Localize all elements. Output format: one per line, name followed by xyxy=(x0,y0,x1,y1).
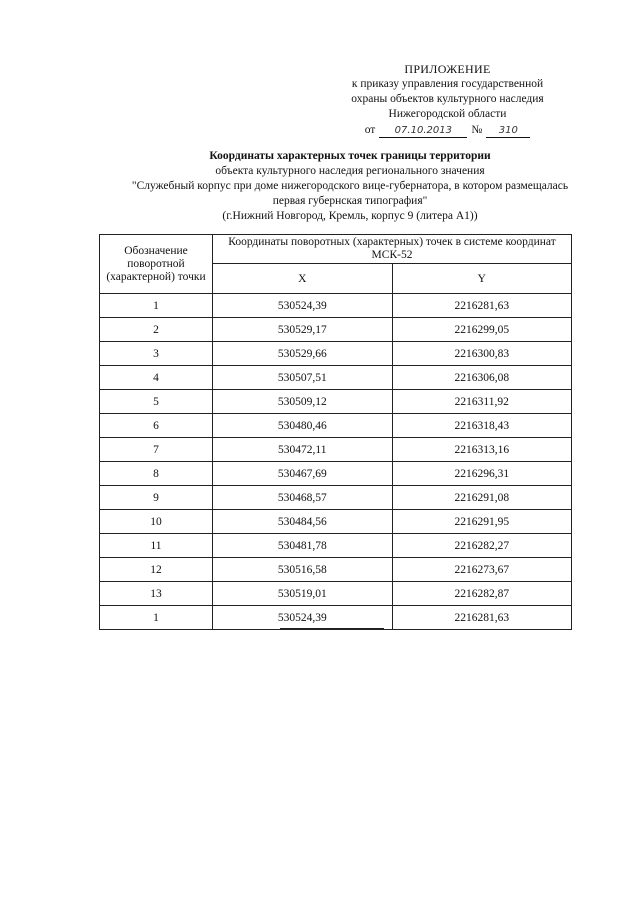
cell-x: 530468,57 xyxy=(213,486,393,510)
table-row xyxy=(100,438,572,462)
cell-y: 2216300,83 xyxy=(392,342,572,366)
header-point: Обозначение поворотной (характерной) точки xyxy=(100,235,213,294)
cell-point: 3 xyxy=(100,342,213,366)
order-date-handwritten: 07.10.2013 xyxy=(379,125,467,138)
cell-point: 7 xyxy=(100,438,213,462)
cell-x: 530484,56 xyxy=(213,510,393,534)
table-row xyxy=(100,294,572,318)
cell-x: 530509,12 xyxy=(213,390,393,414)
appendix-title: ПРИЛОЖЕНИЕ xyxy=(404,62,491,76)
date-prefix: от xyxy=(364,124,376,136)
table-row xyxy=(100,582,572,606)
heading-title: Координаты характерных точек границы территории xyxy=(209,150,491,162)
appendix-block xyxy=(330,62,565,138)
cell-x: 530472,11 xyxy=(213,438,393,462)
heading-line-3: "Служебный корпус при доме нижегородского вице-губернатора, в котором размещалась xyxy=(131,180,569,192)
cell-point: 2 xyxy=(100,318,213,342)
cell-x: 530481,78 xyxy=(213,534,393,558)
appendix-line-1: к приказу управления государственной xyxy=(351,78,544,90)
cell-y: 2216273,67 xyxy=(392,558,572,582)
order-number-handwritten: 310 xyxy=(486,125,530,138)
appendix-line-2: охраны объектов культурного наследия xyxy=(351,93,544,105)
cell-point: 11 xyxy=(100,534,213,558)
heading-line-5: (г.Нижний Новгород, Кремль, корпус 9 (литера А1)) xyxy=(222,210,478,222)
table-row xyxy=(100,414,572,438)
table-row xyxy=(100,342,572,366)
cell-y: 2216282,87 xyxy=(392,582,572,606)
table-row xyxy=(100,510,572,534)
table-row xyxy=(100,390,572,414)
cell-point: 12 xyxy=(100,558,213,582)
appendix-line-3: Нижегородской области xyxy=(388,108,507,120)
cell-y: 2216313,16 xyxy=(392,438,572,462)
cell-point: 1 xyxy=(100,606,213,630)
cell-x: 530507,51 xyxy=(213,366,393,390)
cell-point: 6 xyxy=(100,414,213,438)
cell-x: 530480,46 xyxy=(213,414,393,438)
cell-y: 2216282,27 xyxy=(392,534,572,558)
cell-x: 530529,17 xyxy=(213,318,393,342)
table-row xyxy=(100,486,572,510)
header-y: Y xyxy=(392,264,572,294)
cell-x: 530524,39 xyxy=(213,294,393,318)
cell-y: 2216318,43 xyxy=(392,414,572,438)
cell-y: 2216296,31 xyxy=(392,462,572,486)
cell-point: 10 xyxy=(100,510,213,534)
cell-point: 9 xyxy=(100,486,213,510)
cell-x: 530516,58 xyxy=(213,558,393,582)
table-row xyxy=(100,606,572,630)
cell-point: 1 xyxy=(100,294,213,318)
cell-y: 2216281,63 xyxy=(392,606,572,630)
header-coordinates: Координаты поворотных (характерных) точек в системе координат МСК-52 xyxy=(213,235,572,264)
cell-y: 2216311,92 xyxy=(392,390,572,414)
heading-line-2: объекта культурного наследия регионального значения xyxy=(215,165,485,177)
table-row xyxy=(100,462,572,486)
document-heading xyxy=(60,149,640,224)
coordinates-table-body xyxy=(100,294,572,630)
header-x: X xyxy=(213,264,393,294)
heading-line-4: первая губернская типография" xyxy=(272,195,428,207)
order-date-number xyxy=(330,123,565,138)
cell-x: 530519,01 xyxy=(213,582,393,606)
coordinates-table xyxy=(99,234,572,630)
cell-y: 2216291,08 xyxy=(392,486,572,510)
cell-point: 5 xyxy=(100,390,213,414)
table-row xyxy=(100,318,572,342)
table-row xyxy=(100,534,572,558)
table-row xyxy=(100,366,572,390)
cell-y: 2216299,05 xyxy=(392,318,572,342)
table-row xyxy=(100,558,572,582)
cell-point: 8 xyxy=(100,462,213,486)
cell-y: 2216281,63 xyxy=(392,294,572,318)
footer-divider xyxy=(280,628,384,629)
cell-point: 4 xyxy=(100,366,213,390)
cell-y: 2216291,95 xyxy=(392,510,572,534)
number-prefix: № xyxy=(471,124,483,136)
cell-point: 13 xyxy=(100,582,213,606)
cell-x: 530529,66 xyxy=(213,342,393,366)
cell-x: 530467,69 xyxy=(213,462,393,486)
cell-y: 2216306,08 xyxy=(392,366,572,390)
cell-x: 530524,39 xyxy=(213,606,393,630)
